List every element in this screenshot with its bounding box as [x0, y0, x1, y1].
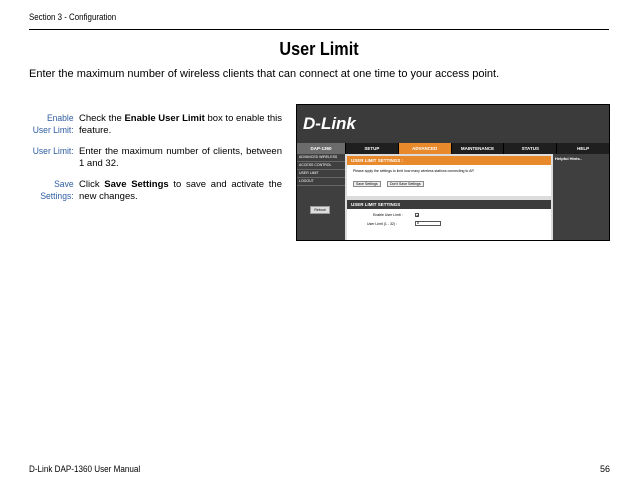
- definition-save-settings: [22, 179, 287, 203]
- screenshot-help-panel: [553, 154, 609, 241]
- model-label: DAP-1360: [297, 143, 345, 154]
- enable-label: Enable User Limit :: [373, 213, 403, 217]
- reboot-button: Reboot: [310, 206, 330, 214]
- user-limit-panel: [347, 200, 551, 240]
- tab-advanced: ADVANCED: [398, 143, 451, 154]
- save-settings-button: Save Settings: [353, 181, 381, 187]
- enable-checkbox: ✔: [416, 213, 420, 218]
- limit-input: 8: [415, 221, 441, 226]
- sidebar-item-access-control: ACCESS CONTROL: [297, 162, 345, 170]
- router-ui-screenshot: [296, 104, 610, 241]
- screenshot-sidebar: [297, 154, 345, 241]
- sidebar-item-user-limit: USER LIMIT: [297, 170, 345, 178]
- page-number: 56: [599, 464, 610, 474]
- screenshot-main: [345, 154, 553, 241]
- definition-term: Enable User Limit:: [32, 113, 74, 136]
- intro-text: Enter the maximum number of wireless clients that can connect at one time to your access point.: [29, 68, 500, 80]
- dont-save-settings-button: Don't Save Settings: [387, 181, 424, 187]
- definition-desc: Click Save Settings to save and activate the new changes.: [79, 179, 282, 202]
- tab-maintenance: MAINTENANCE: [451, 143, 504, 154]
- sidebar-item-logout: LOGOUT: [297, 178, 345, 186]
- settings-panel: [347, 156, 551, 196]
- panel-description: Please apply the settings to limit how many wireless stations connecting to AP.: [353, 169, 475, 173]
- definition-desc: Check the Enable User Limit box to enable this feature.: [79, 113, 282, 136]
- tab-help: HELP: [556, 143, 609, 154]
- section-label: Section 3 - Configuration: [29, 12, 117, 22]
- definition-desc: Enter the maximum number of clients, between 1 and 32.: [79, 146, 282, 169]
- dlink-logo: D-Link: [303, 114, 356, 133]
- sidebar-item-advanced-wireless: ADVANCED WIRELESS: [297, 154, 345, 162]
- definition-term: User Limit:: [32, 146, 74, 157]
- definition-enable-user-limit: [22, 113, 287, 137]
- screenshot-nav: [297, 143, 609, 154]
- definition-user-limit: [22, 146, 287, 170]
- page-title: User Limit: [279, 39, 359, 59]
- screenshot-header: [297, 105, 609, 143]
- definition-term: Save Settings:: [40, 179, 74, 202]
- tab-setup: SETUP: [345, 143, 398, 154]
- footer-manual-title: D-Link DAP-1360 User Manual: [29, 464, 141, 474]
- header-rule: [29, 29, 609, 30]
- tab-status: STATUS: [503, 143, 556, 154]
- help-title: Helpful Hints..: [555, 156, 582, 161]
- limit-label: User Limit (1 - 32) :: [367, 222, 397, 226]
- panel-title: USER LIMIT SETTINGS :: [347, 156, 551, 165]
- panel-title: USER LIMIT SETTINGS: [347, 200, 551, 209]
